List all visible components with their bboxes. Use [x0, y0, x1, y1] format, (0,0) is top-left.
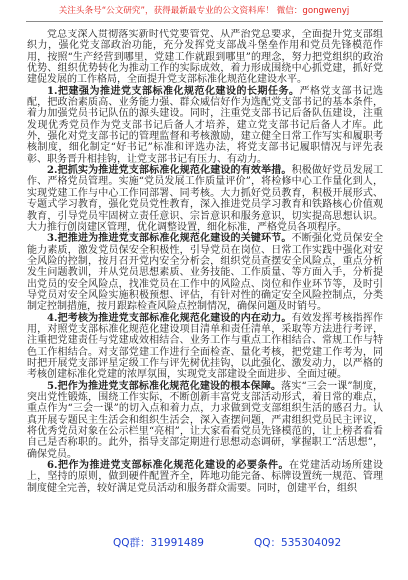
section-5-body: 落实“三会一课”制度，突出党性锻炼，围绕工作实际，不断创新丰富党支部活动形式，着日常的难点，重点作为“三会一课”的切入点和着力点，力求做到党支部组织生活的感召力。认真开展专题民主生活会和组织生活会，深入查摆问题，严肃组织党员民主评议，将优秀党员对象在公示栏里“亮相”，让大家看看党员先锋模范的，让上榜者看看自己是否称职的。此外，指导支部定期进行思想动态调研，掌握职工“活思想”，确保党员。	[27, 380, 383, 460]
intro-paragraph: 党总支深入贯彻落实新时代党要管党、从严治党总要求，全面提升党支部组织力，强化党支部政治功能，充分发挥党支部战斗堡垒作用和党员先锋模范作用，按照“生产经营到哪里，党建工作就跟到哪里”的理念，努力把党组织的政治优势、组织优势转化为推动工作的实际成效，着力形成围绕中心抓党建，抓好党建促发展的工作格局，全面提升党支部标准化规范化建设水平。	[27, 29, 383, 86]
section-2-body: 积极做好党员发展工作、严格党员管理。实施“党员发展工作质量评价”，将检修中心工作量化到人，实现党建工作与中心工作同部署、同考核。大力抓好党员教育，积极开展形式、专题式学习教育，强化党员党性教育，深入推进党员学习教育和铁路核心价值观教育，引导党员牢固树立责任意识、宗旨意识和服务意识，切实提高思想认识。大力推行创岗建区管理，优化调整设置，细化标准，严格党员各项程序。	[27, 165, 383, 233]
section-2-heading: 2.把抓实为推进党支部标准化规范化建设的有效举措。	[47, 165, 292, 177]
section-6-body: 在党建活动场所建设上，坚持的原则，做到硬件配置齐全，阵地功能完备、标牌设置统一规范、管理制度健全完善，较好满足党员活动和服务群众需要。同时，创建平台，组织	[27, 460, 383, 494]
section-3-body: 不断强化党员保安全能力素质，激发党员保安全积极性，引导党员在岗位、日常工作实践中强化对安全风险的控制，按月召开党内安全分析会，组织党员查摆安全风险点，重点分析发生问题教训，并从党员思想素质、业务技能、工作质量、等方面入手，分析提出党员的安全风险点，找准党员在工作中的风险点、岗位和作业环节等，及时引导党员对安全风险实施积极预想、评估，有针对性的确定安全风险控制点，分类制定控制措施，按月跟踪检查风险点控制情况，确保问题及时销号。	[27, 233, 383, 313]
section-1-heading: 1.把建强为推进党支部标准化规范化建设的长期任务。	[47, 85, 300, 97]
footer-qq-number: QQ：535304092	[254, 537, 342, 549]
footer-qq-group: QQ群：31991489	[113, 537, 204, 549]
section-6	[27, 460, 383, 494]
footer-contact	[0, 536, 408, 550]
section-3-heading: 3.把推进为推进党支部标准化规范化建设的关键环节。	[47, 233, 292, 245]
section-2	[27, 165, 383, 233]
section-1	[27, 86, 383, 165]
section-4-body: 有效发挥考核指挥作用，对照党支部标准化规范化建设项目清单和责任清单，采取等方法进行考评，注重把党建责任与党建成效相结合、业务工作与重点工作相结合、常规工作与特色工作相结合。对支部党建工作进行全面检查、量化考核，把党建工作考为，同时把开展党支部评星定级工作与评先树优挂钩，以此强化、激发动力，以严格的考核创建标准化党建的浓厚氛围，实现党支部建设全面进步、全面过硬。	[27, 312, 383, 381]
section-5-heading: 5.把作为推进党支部标准化规范化建设的根本保障。	[47, 380, 282, 392]
section-3	[27, 233, 383, 312]
header-promo-text: 关注头条号“公文研究”，获得最新最专业的公文资料库！ 微信：gongwenyj	[58, 6, 350, 16]
header-divider	[26, 21, 383, 22]
document-body	[27, 29, 383, 531]
section-4	[27, 313, 383, 381]
section-1-body: 严格党支部书记选配，把政治素质高、业务能力强、群众威信好作为选配党支部书记的基本条件，着力加强党员书记队伍的源头建设。同时，注重党支部书记后备队伍建设，注重发现优秀党员作为党支部书记后备人才培养，建立党支部书记后备人才库。此外，强化对党支部书记的管理监督和考核激励，建立健全日常工作写实和履职考核制度，细化制定“好书记”标准和评选办法，将党支部书记履职情况与评先表彰、职务晋升相挂钩，让党支部书记有压力、有动力。	[27, 85, 383, 165]
section-4-heading: 4.把考核为推进党支部标准化规范化建设的内在动力。	[47, 312, 292, 324]
section-6-heading: 6.把作为推进党支部标准化规范化建设的必要条件。	[47, 460, 289, 472]
section-5	[27, 381, 383, 460]
